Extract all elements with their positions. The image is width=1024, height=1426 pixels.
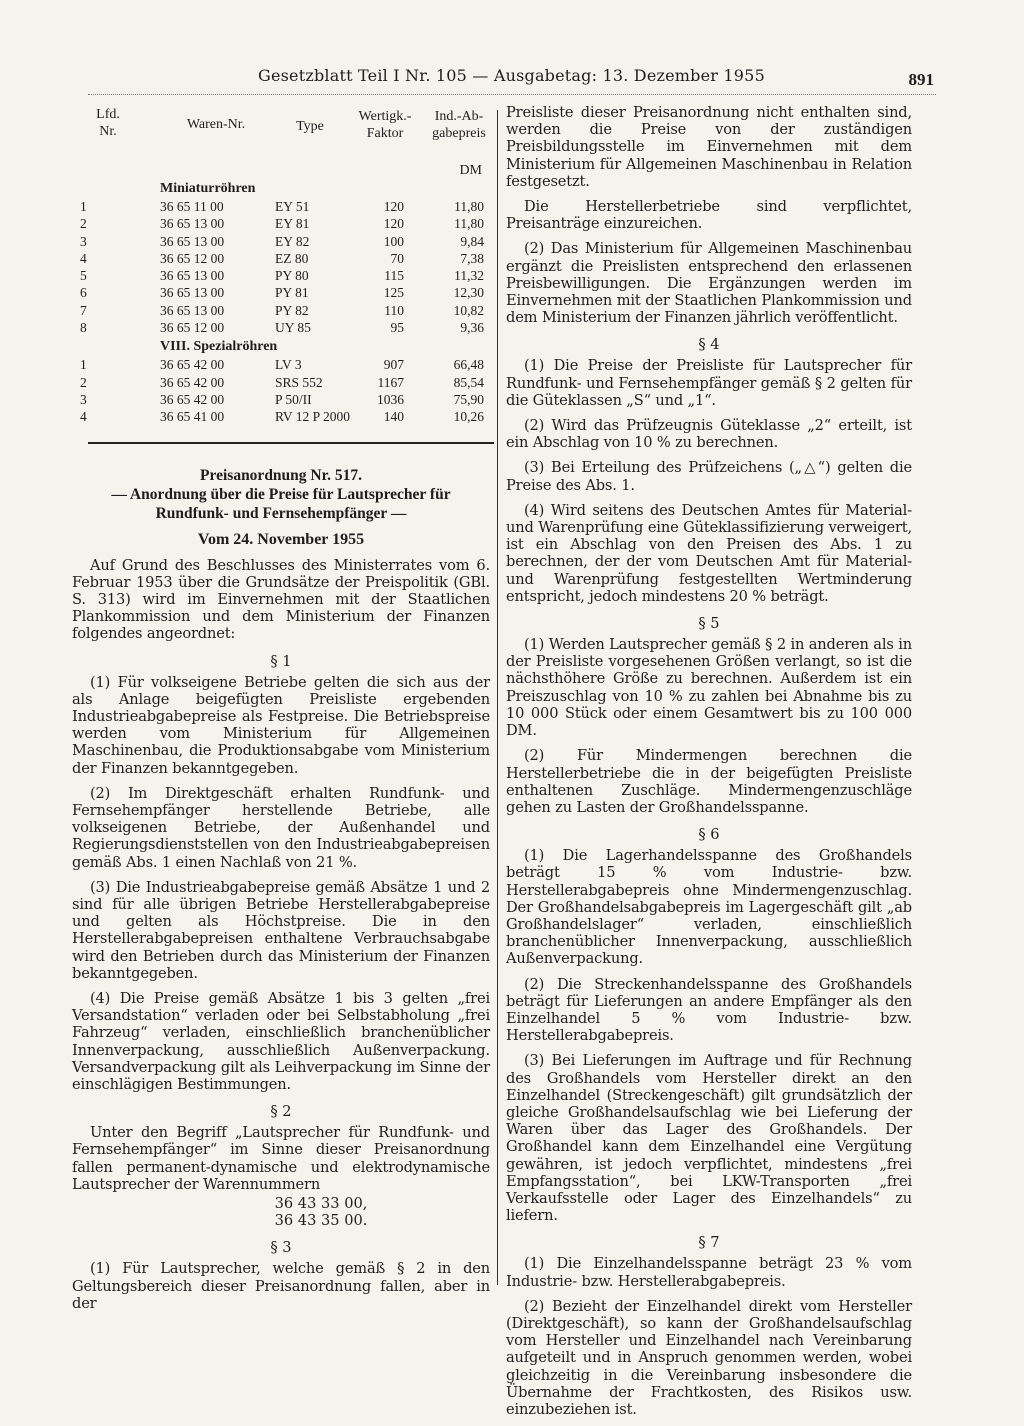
tube-type: RV 12 P 2000	[275, 409, 351, 425]
value-factor: 125	[383, 285, 404, 301]
tube-type: EY 81	[275, 216, 310, 232]
industry-price: 11,32	[454, 268, 484, 284]
row-number: 2	[80, 216, 87, 232]
tube-type: SRS 552	[275, 374, 323, 390]
section-6-para-3: (3) Bei Lieferungen im Auftrage und für Rechnung des Großhandels vom Hersteller direkt an den Einzelhandel (Streckengeschäft) gilt grundsätzlich der gleiche Großhandelsaufschlag wie bei Lieferung der Waren über das Lager des Großhandels. Der Großhandel kann dem Einzelhandel eine Vergütung gewähren, ist jedoch verpflichtet, mindestens „frei Empfangsstation“, bei LKW-Transporten „frei Verkaufsstelle oder Lager des Einzelhandels“ zu liefern.	[506, 1052, 912, 1225]
value-factor: 1036	[377, 391, 404, 407]
section-5-heading: § 5	[698, 615, 720, 633]
ware-number: 36 65 12 00	[160, 320, 225, 336]
ware-number: 36 65 42 00	[160, 374, 225, 390]
tube-type: LV 3	[275, 357, 302, 373]
section-4-para-2: (2) Wird das Prüfzeugnis Güteklasse „2“ erteilt, ist ein Abschlag von 10 % zu berechnen.	[506, 417, 912, 452]
right-column	[506, 104, 912, 1426]
value-factor: 120	[383, 199, 404, 214]
table-row	[72, 391, 490, 408]
section-4-heading: § 4	[698, 336, 720, 354]
col-header-ind: Ind.-Ab- gabepreis	[432, 109, 486, 141]
section-4-para-1: (1) Die Preise der Preisliste für Lautsprecher für Rundfunk- und Fernsehempfänger gemäß § 2 gelten für die Güteklassen „S“ und „1“.	[506, 357, 912, 409]
section-1-heading: § 1	[270, 652, 292, 670]
industry-price: 10,26	[453, 409, 484, 425]
row-number: 6	[80, 285, 87, 301]
section-4-para-4: (4) Wird seitens des Deutschen Amtes für Material- und Warenprüfung eine Güteklassifizierung verweigert, ist ein Abschlag von den Preisen des Abs. 1 zu berechnen, der der vom Deutschen Amt für Material- und Warenprüfung festgestellten Wertminderung entspricht, jedoch mindestens 20 % beträgt.	[506, 501, 912, 605]
section-1-para-4: (4) Die Preise gemäß Absätze 1 bis 3 gelten „frei Versandstation“ verladen oder bei Selbstabholung „frei Fahrzeug“ verladen, einschließlich branchenüblicher Innenverpackung, ausschließlich Außenverpackung. Versandverpackung gilt als Leihverpackung im Sinne der einschlägigen Bestimmungen.	[72, 990, 490, 1094]
ware-number-1: 36 43 33 00,	[274, 1195, 368, 1213]
value-factor: 1167	[377, 374, 404, 390]
ware-number: 36 65 42 00	[160, 391, 225, 407]
row-number: 1	[80, 199, 87, 214]
section-3-continuation-2: Die Herstellerbetriebe sind verpflichtet, Preisanträge einzureichen.	[506, 198, 912, 233]
table-group-heading: VIII. Spezialröhren	[160, 339, 278, 355]
industry-price: 75,90	[453, 391, 484, 407]
industry-price: 12,30	[453, 285, 484, 301]
section-2-para-1: Unter den Begriff „Lautsprecher für Rundfunk- und Fernsehempfänger“ im Sinne dieser Preisanordnung fallen permanent-dynamische und elektrodynamische Lautsprecher der Warennummern	[72, 1124, 490, 1193]
page-header	[88, 64, 936, 95]
section-4-para-3: (3) Bei Erteilung des Prüfzeichens („△“) gelten die Preise des Abs. 1.	[506, 459, 912, 494]
section-3-para-1: (1) Für Lautsprecher, welche gemäß § 2 in den Geltungsbereich dieser Preisanordnung fallen, aber in der	[72, 1260, 490, 1312]
table-header	[72, 104, 490, 162]
row-number: 8	[80, 320, 87, 336]
tube-type: P 50/II	[275, 391, 312, 407]
ordinance-date: Vom 24. November 1955	[197, 530, 365, 548]
row-number: 4	[80, 409, 87, 425]
industry-price: 11,80	[454, 199, 484, 214]
ware-number-2: 36 43 35 00.	[274, 1212, 368, 1230]
industry-price: 85,54	[453, 374, 484, 390]
gazette-title: Gesetzblatt Teil I Nr. 105 — Ausgabetag: 13. Dezember 1955	[258, 66, 765, 85]
section-6-para-2: (2) Die Streckenhandelsspanne des Großhandels beträgt für Lieferungen an andere Empfänger als den Einzelhandel 5 % vom Industrie- bzw. Herstellerabgabepreis.	[506, 975, 912, 1045]
section-7-para-2: (2) Bezieht der Einzelhandel direkt vom Hersteller (Direktgeschäft), so kann der Großhandelsaufschlag vom Hersteller und Einzelhandel nach Vereinbarung aufgeteilt und in Anspruch genommen werden, wobei gleichzeitig in die Vereinbarung insbesondere die Übernahme der Frachtkosten, des Risikos usw. einzubeziehen ist.	[506, 1297, 912, 1418]
ordinance-subtitle-1: — Anordnung über die Preise für Lautsprecher für	[111, 485, 451, 503]
table-row	[72, 319, 490, 336]
table-row	[72, 408, 490, 425]
value-factor: 115	[384, 268, 404, 284]
intro-paragraph: Auf Grund des Beschlusses des Ministerrates vom 6. Februar 1953 über die Grundsätze der Preispolitik (GBl. S. 313) wird im Einvernehmen mit der Staatlichen Plankommission und dem Ministerium der Finanzen folgendes angeordnet:	[72, 556, 490, 643]
table-row	[72, 198, 490, 215]
tube-type: PY 82	[275, 302, 309, 318]
table-body	[72, 178, 490, 426]
table-row	[72, 374, 490, 391]
currency-label: DM	[459, 163, 482, 178]
section-3-continuation: Preisliste dieser Preisanordnung nicht enthalten sind, werden die Preise von der zuständigen Preisbildungsstelle im Einvernehmen mit dem Ministerium für Allgemeinen Maschinenbau in Relation festgesetzt.	[506, 104, 912, 190]
ordinance-title: Preisanordnung Nr. 517.	[200, 466, 362, 484]
section-7-heading: § 7	[698, 1234, 720, 1252]
value-factor: 907	[383, 357, 404, 373]
col-header-type: Type	[296, 119, 324, 134]
industry-price: 7,38	[460, 250, 484, 266]
industry-price: 9,36	[460, 320, 484, 336]
row-number: 3	[80, 233, 87, 249]
table-row	[72, 267, 490, 284]
value-factor: 140	[383, 409, 404, 425]
column-divider	[497, 110, 498, 1285]
tube-type: PY 80	[275, 268, 309, 284]
industry-price: 9,84	[460, 233, 484, 249]
ordinance-subtitle-2: Rundfunk- und Fernsehempfänger —	[155, 504, 407, 522]
page-number: 891	[908, 70, 934, 89]
value-factor: 120	[383, 216, 404, 232]
tube-type: PY 81	[275, 285, 309, 301]
col-header-lfd: Lfd. Nr.	[96, 107, 120, 139]
table-row	[72, 250, 490, 267]
section-7-para-1: (1) Die Einzelhandelsspanne beträgt 23 % vom Industrie- bzw. Herstellerabgabepreis.	[506, 1255, 912, 1290]
tube-type: EZ 80	[275, 250, 309, 266]
row-number: 3	[80, 391, 87, 407]
table-group-heading: Miniaturröhren	[160, 181, 256, 196]
col-header-wertigk: Wertigk.- Faktor	[358, 109, 412, 141]
row-number: 1	[80, 357, 87, 373]
table-row	[72, 284, 490, 301]
col-header-ware: Waren-Nr.	[186, 117, 246, 132]
table-row	[72, 233, 490, 250]
section-3-para-2: (2) Das Ministerium für Allgemeinen Maschinenbau ergänzt die Preislisten entsprechend den erlassenen Preisbewilligungen. Die Ergänzungen werden im Einvernehmen mit der Staatlichen Plankommission und dem Ministerium der Finanzen jährlich veröffentlicht.	[506, 240, 912, 327]
value-factor: 100	[383, 233, 404, 249]
section-6-heading: § 6	[698, 826, 720, 844]
section-1-para-1: (1) Für volkseigene Betriebe gelten die sich aus der als Anlage beigefügten Preisliste ergebenden Industrieabgabepreise als Festpreise. Die Betriebspreise werden vom Ministerium für Allgemeinen Maschinenbau, die Produktionsabgabe vom Ministerium der Finanzen bekanntgegeben.	[72, 673, 490, 777]
tube-type: EY 51	[275, 199, 310, 214]
industry-price: 10,82	[453, 302, 484, 318]
section-5-para-2: (2) Für Mindermengen berechnen die Herstellerbetriebe die in der beigefügten Preisliste enthaltenen Zuschläge. Mindermengenzuschläge gehen zu Lasten der Großhandelsspanne.	[506, 747, 912, 816]
row-number: 4	[80, 250, 87, 266]
ware-number: 36 65 13 00	[160, 302, 225, 318]
table-row	[72, 356, 490, 373]
table-row	[72, 215, 490, 232]
row-number: 5	[80, 268, 87, 284]
section-1-para-3: (3) Die Industrieabgabepreise gemäß Absätze 1 und 2 sind für alle übrigen Betriebe Herstellerabgabepreise und gelten als Höchstpreise. Die in den Herstellerabgabepreisen enthaltene Verbrauchsabgabe wird den Betrieben durch das Ministerium der Finanzen bekanntgegeben.	[72, 878, 490, 982]
ware-number: 36 65 42 00	[160, 357, 225, 373]
section-3-heading: § 3	[270, 1239, 292, 1257]
section-6-para-1: (1) Die Lagerhandelsspanne des Großhandels beträgt 15 % vom Industrie- bzw. Herstellerabgabepreis ohne Mindermengenzuschlag. Der Großhandelsabgabepreis im Lagergeschäft gilt „ab Großhandelslager“ verladen, einschließlich branchenüblicher Innenverpackung, ausschließlich Außenverpackung.	[506, 847, 912, 968]
ware-number: 36 65 13 00	[160, 216, 225, 232]
ware-number: 36 65 13 00	[160, 233, 225, 249]
industry-price: 66,48	[453, 357, 484, 373]
ware-number: 36 65 11 00	[160, 199, 224, 214]
tube-type: UY 85	[275, 320, 311, 336]
ware-number: 36 65 41 00	[160, 409, 225, 425]
ware-number: 36 65 13 00	[160, 268, 225, 284]
price-table	[72, 104, 490, 426]
tube-type: EY 82	[275, 233, 310, 249]
table-row	[72, 302, 490, 319]
row-number: 7	[80, 302, 87, 318]
ware-number: 36 65 13 00	[160, 285, 225, 301]
section-2-heading: § 2	[270, 1103, 292, 1121]
left-column	[72, 104, 490, 1320]
value-factor: 70	[390, 250, 404, 266]
value-factor: 110	[384, 302, 404, 318]
ware-number: 36 65 12 00	[160, 250, 225, 266]
value-factor: 95	[390, 320, 404, 336]
industry-price: 11,80	[454, 216, 484, 232]
table-rule	[88, 442, 494, 444]
section-5-para-1: (1) Werden Lautsprecher gemäß § 2 in anderen als in der Preisliste vorgesehenen Größen verlangt, so ist die nächsthöhere Größe zu berechnen. Außerdem ist ein Preiszuschlag von 10 % zu zahlen bei Abnahme bis zu 10 000 Stück oder einem Gesamtwert bis zu 100 000 DM.	[506, 636, 912, 740]
row-number: 2	[80, 374, 87, 390]
section-1-para-2: (2) Im Direktgeschäft erhalten Rundfunk- und Fernsehempfänger herstellende Betriebe, alle volkseigenen Betriebe, der Außenhandel und Regierungsdienststellen von den Industrieabgabepreisen gemäß Abs. 1 einen Nachlaß von 21 %.	[72, 784, 490, 871]
